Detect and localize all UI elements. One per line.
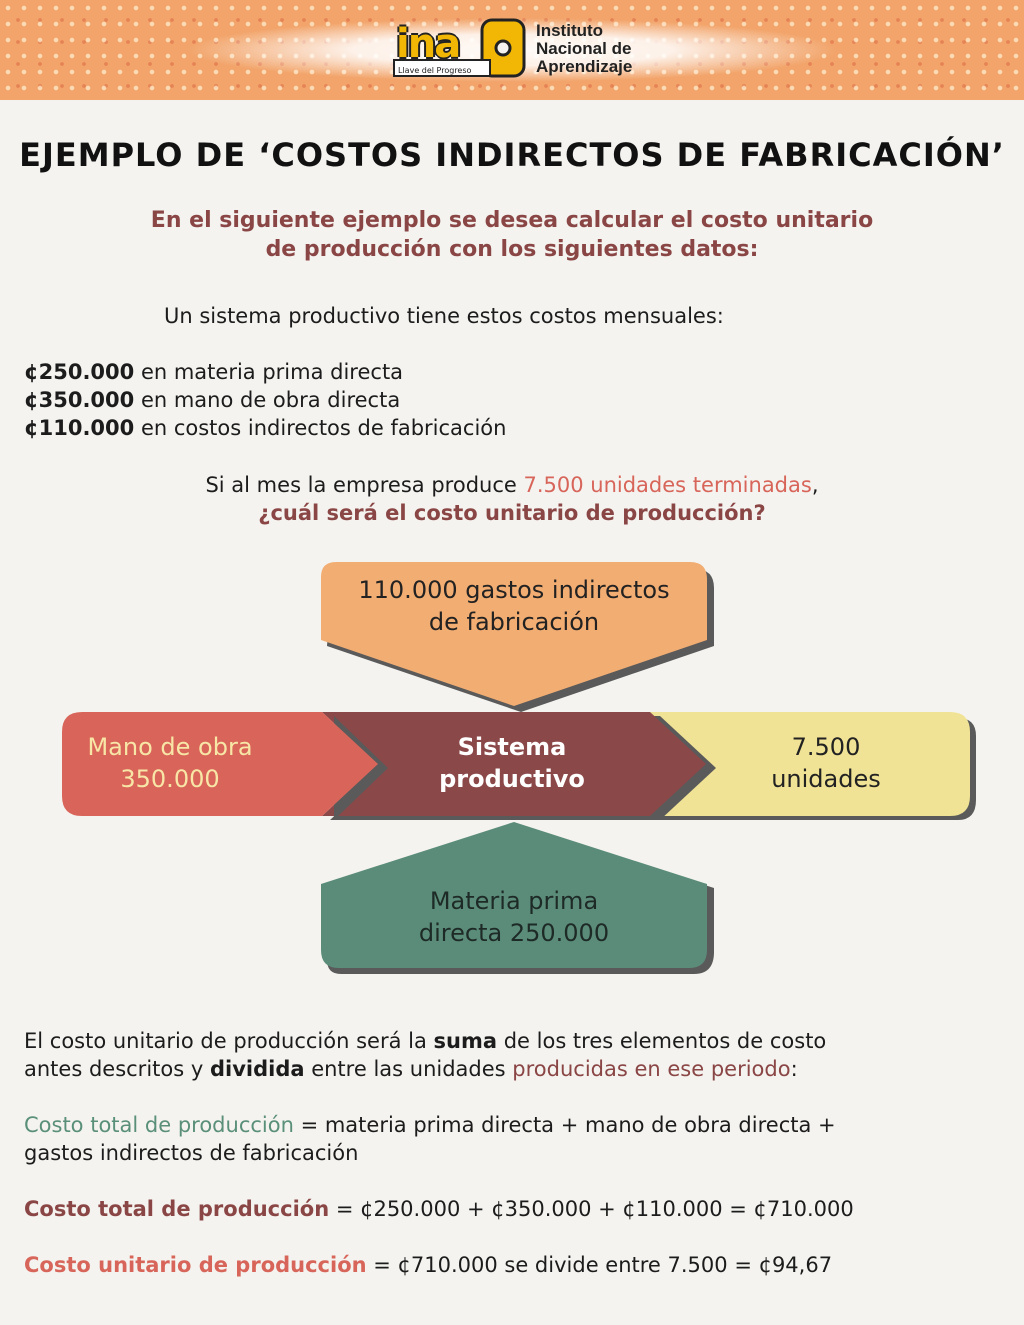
logo-letters: ina bbox=[396, 21, 460, 67]
question-prefix: Si al mes la empresa produce bbox=[205, 473, 524, 497]
formula-rest: = ¢710.000 se divide entre 7.500 = ¢94,67 bbox=[366, 1253, 833, 1277]
left-label-line: Mano de obra bbox=[87, 733, 253, 761]
cost-list bbox=[24, 358, 506, 442]
cost-item bbox=[24, 358, 506, 386]
bottom-shape-label bbox=[321, 885, 707, 949]
institute-line: Aprendizaje bbox=[536, 57, 633, 76]
formula-unit bbox=[24, 1251, 1004, 1279]
top-shape-label bbox=[321, 574, 707, 638]
formula-line: gastos indirectos de fabricación bbox=[24, 1141, 359, 1165]
cost-amount: ¢110.000 bbox=[24, 416, 135, 440]
logo-tagline: Llave del Progreso bbox=[398, 66, 472, 75]
intro-line: de producción con los siguientes datos: bbox=[265, 237, 759, 262]
cost-desc: en materia prima directa bbox=[134, 360, 404, 384]
center-label-line: productivo bbox=[439, 765, 585, 793]
explanation-line bbox=[24, 1055, 1004, 1083]
formula-total bbox=[24, 1195, 1004, 1223]
institute-line: Instituto bbox=[536, 21, 604, 40]
formula-rest: = ¢250.000 + ¢350.000 + ¢110.000 = ¢710.000 bbox=[329, 1197, 854, 1221]
cost-item bbox=[24, 386, 506, 414]
page-title: EJEMPLO DE ‘COSTOS INDIRECTOS DE FABRICACIÓN’ bbox=[19, 136, 1005, 174]
explanation-text bbox=[24, 1027, 1004, 1083]
header-banner bbox=[0, 0, 1024, 100]
right-label-line: 7.500 bbox=[791, 733, 861, 761]
formula-label: Costo total de producción bbox=[24, 1113, 294, 1137]
right-label-line: unidades bbox=[771, 765, 881, 793]
institute-name bbox=[536, 22, 632, 76]
formula-label: Costo total de producción bbox=[24, 1197, 330, 1221]
formula-general bbox=[24, 1111, 1004, 1167]
center-shape-label bbox=[402, 731, 622, 795]
expl-part: antes descritos y bbox=[24, 1057, 210, 1081]
center-label-line: Sistema bbox=[457, 733, 567, 761]
expl-part: de los tres elementos de costo bbox=[497, 1029, 827, 1053]
intro-text bbox=[0, 206, 1024, 264]
left-shape-label bbox=[62, 731, 278, 795]
question-highlight: 7.500 unidades terminadas bbox=[523, 473, 812, 497]
formula-label: Costo unitario de producción bbox=[24, 1253, 367, 1277]
expl-part: entre las unidades bbox=[304, 1057, 513, 1081]
right-shape-label bbox=[706, 731, 946, 795]
system-text: Un sistema productivo tiene estos costos mensuales: bbox=[164, 304, 724, 328]
top-label-line: 110.000 gastos indirectos bbox=[358, 576, 670, 604]
cost-amount: ¢250.000 bbox=[24, 360, 135, 384]
left-label-line: 350.000 bbox=[120, 765, 220, 793]
expl-part: : bbox=[790, 1057, 798, 1081]
ina-logo bbox=[392, 16, 528, 80]
explanation-line bbox=[24, 1027, 1004, 1055]
question-line2: ¿cuál será el costo unitario de producción? bbox=[258, 501, 766, 525]
question-line1 bbox=[0, 471, 1024, 499]
expl-part: El costo unitario de producción será la bbox=[24, 1029, 434, 1053]
bottom-label-line: directa 250.000 bbox=[418, 919, 610, 947]
expl-bold: dividida bbox=[209, 1057, 305, 1081]
top-label-line: de fabricación bbox=[428, 608, 600, 636]
formula-rest: = materia prima directa + mano de obra directa + bbox=[293, 1113, 836, 1137]
intro-line: En el siguiente ejemplo se desea calcular el costo unitario bbox=[150, 208, 874, 233]
question-suffix: , bbox=[811, 473, 819, 497]
expl-bold: suma bbox=[433, 1029, 498, 1053]
bottom-label-line: Materia prima bbox=[429, 887, 599, 915]
cost-desc: en costos indirectos de fabricación bbox=[134, 416, 507, 440]
expl-highlight: producidas en ese periodo bbox=[512, 1057, 791, 1081]
cost-desc: en mano de obra directa bbox=[134, 388, 401, 412]
institute-line: Nacional de bbox=[536, 39, 632, 58]
formula-line bbox=[24, 1111, 1004, 1139]
cost-item bbox=[24, 414, 506, 442]
cost-amount: ¢350.000 bbox=[24, 388, 135, 412]
